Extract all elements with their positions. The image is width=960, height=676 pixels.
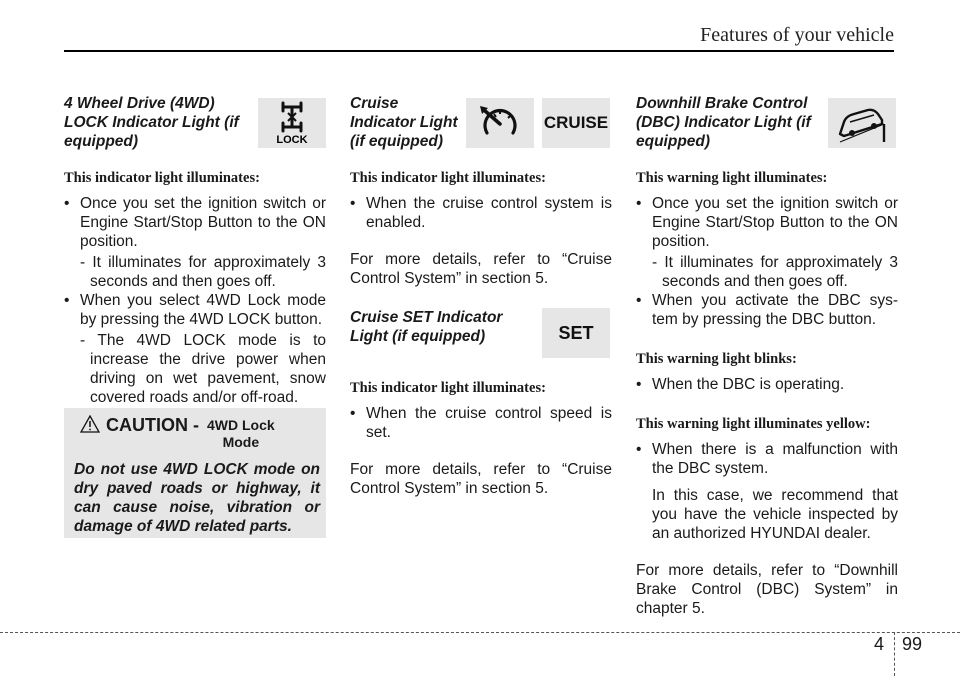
list-item: • When the cruise control system is enabled. (350, 194, 612, 232)
list-item: • When you select 4WD Lock mode by pressing the 4WD LOCK button. (64, 291, 326, 329)
footer-rule (0, 632, 960, 633)
4wd-lock-icon (258, 98, 326, 148)
page-number-separator (894, 632, 895, 676)
list-item: • When you activate the DBC sys-tem by pressing the DBC button. (636, 291, 898, 329)
section-title-4wd: 4 Wheel Drive (4WD) LOCK Indicator Light (if equipped) (64, 95, 239, 150)
subhead-dbc-illuminates: This warning light illuminates: (636, 170, 828, 186)
column-cruise (350, 92, 612, 498)
list-item: - It illuminates for approximately 3 seconds and then goes off. (80, 254, 326, 290)
chapter-number: 4 (874, 634, 885, 654)
section-header-dbc (636, 94, 898, 154)
subhead-dbc-yellow: This warning light illuminates yellow: (636, 416, 871, 432)
subhead-4wd: This indicator light illuminates: (64, 170, 260, 186)
list-item: • When the cruise control speed is set. (350, 404, 612, 442)
cruise-speedometer-icon (466, 98, 534, 148)
cruise-icon-label: CRUISE (543, 113, 609, 132)
lock-icon-label: LOCK (276, 134, 308, 146)
set-text-icon (542, 308, 610, 358)
caution-word: CAUTION - (106, 415, 199, 435)
section-header-set (350, 308, 612, 368)
list-item: • When the DBC is operating. (636, 375, 898, 394)
subhead-set: This indicator light illuminates: (350, 380, 546, 396)
column-4wd-lock (64, 92, 326, 407)
section-title-set: Cruise SET Indicator Light (if equipped) (350, 309, 503, 345)
list-item-continuation: In this case, we recommend that you have the vehicle inspected by an authorized HYUNDAI dealer. (652, 487, 898, 542)
list-item: • When there is a malfunction with the DBC system. (636, 440, 898, 478)
warning-triangle-icon (80, 415, 100, 433)
caution-title-line2: Mode (222, 434, 260, 450)
cruise-text-icon (542, 98, 610, 148)
subhead-cruise: This indicator light illuminates: (350, 170, 546, 186)
set-icon-label: SET (558, 322, 594, 343)
list-item: • Once you set the ignition switch or Engine Start/Stop Button to the ON position. (64, 194, 326, 251)
section-header-cruise (350, 94, 612, 154)
section-title-dbc: Downhill Brake Control (DBC) Indicator Light (if equipped) (636, 95, 811, 150)
paragraph-cruise-details: For more details, refer to “Cruise Control System” in section 5. (350, 251, 612, 287)
page-number: 99 (902, 634, 923, 654)
column-dbc (636, 92, 898, 618)
subhead-dbc-blinks: This warning light blinks: (636, 351, 797, 367)
page-header-title: Features of your vehicle (700, 24, 894, 46)
caution-title-line1: 4WD Lock (207, 417, 275, 433)
dbc-downhill-car-icon (828, 98, 896, 148)
list-item: - It illuminates for approximately 3 seconds and then goes off. (652, 254, 898, 290)
caution-box (64, 408, 326, 538)
list-item: • Once you set the ignition switch or Engine Start/Stop Button to the ON position. (636, 194, 898, 251)
caution-body: Do not use 4WD LOCK mode on dry paved roads or highway, it can cause noise, vibration or damage of 4WD related parts. (74, 461, 320, 535)
paragraph-set-details: For more details, refer to “Cruise Control System” in section 5. (350, 461, 612, 497)
paragraph-dbc-details: For more details, refer to “Downhill Brake Control (DBC) System” in chapter 5. (636, 562, 898, 617)
caution-header (80, 415, 275, 451)
section-header-4wd (64, 94, 326, 154)
section-title-cruise: Cruise Indicator Light (if equipped) (350, 95, 458, 150)
header-rule (64, 50, 894, 52)
list-item: - The 4WD LOCK mode is to increase the drive power when driving on wet pavement, snow covered roads and/or off-road. (80, 332, 326, 406)
